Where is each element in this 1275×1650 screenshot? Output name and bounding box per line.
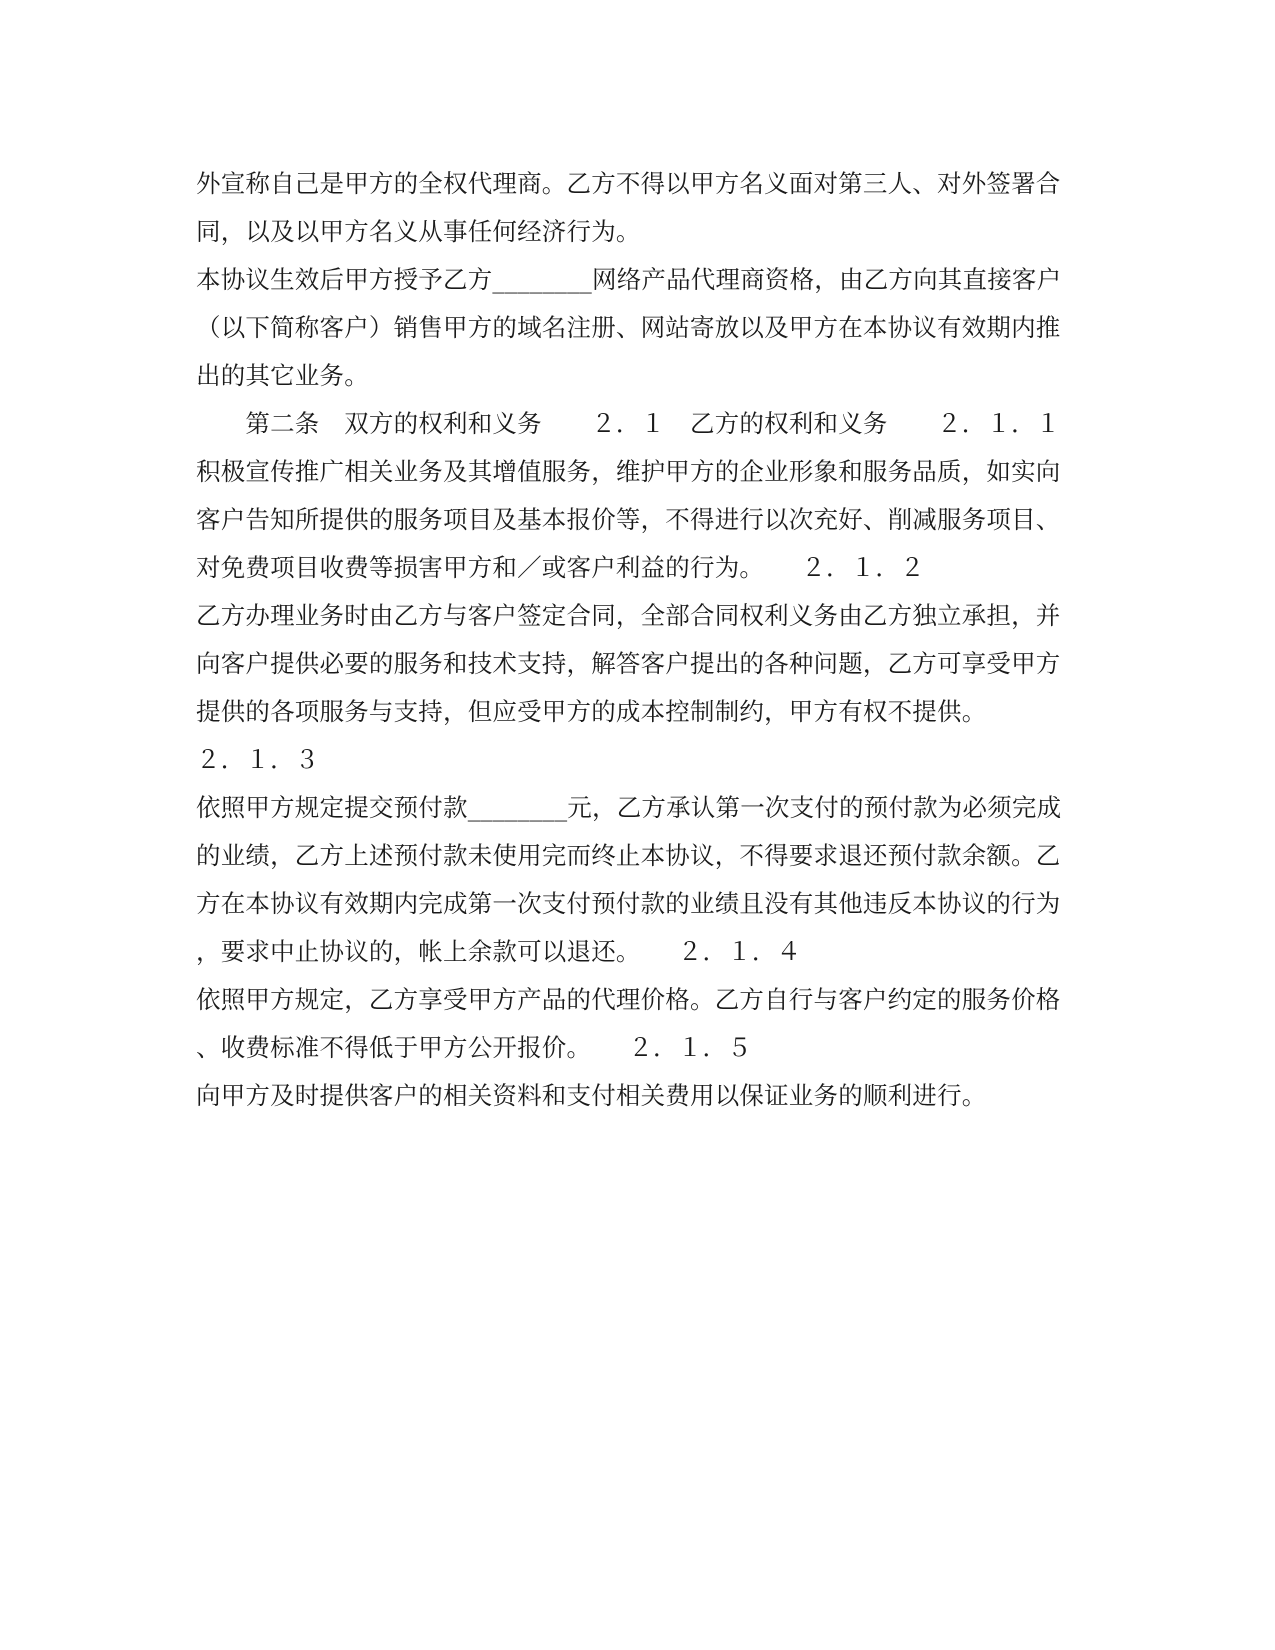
text-line: 向客户提供必要的服务和技术支持，解答客户提出的各种问题，乙方可享受甲方 bbox=[196, 649, 1061, 678]
text-line: 方在本协议有效期内完成第一次支付预付款的业绩且没有其他违反本协议的行为 bbox=[196, 889, 1061, 918]
text-line: ，要求中止协议的，帐上余款可以退还。 ２．１．４ bbox=[196, 937, 802, 966]
text-line: 客户告知所提供的服务项目及基本报价等，不得进行以次充好、削减服务项目、 bbox=[196, 505, 1061, 534]
text-line: 乙方办理业务时由乙方与客户签定合同，全部合同权利义务由乙方独立承担，并 bbox=[196, 601, 1061, 630]
text-line: 提供的各项服务与支持，但应受甲方的成本控制制约，甲方有权不提供。 bbox=[196, 697, 987, 726]
text-line: 的业绩，乙方上述预付款未使用完而终止本协议，不得要求退还预付款余额。乙 bbox=[196, 841, 1061, 870]
text-line: 对免费项目收费等损害甲方和／或客户利益的行为。 ２．１．２ bbox=[196, 553, 925, 582]
text-line: ２．１．３ bbox=[196, 745, 320, 774]
text-line: 出的其它业务。 bbox=[196, 361, 369, 390]
text-line: 向甲方及时提供客户的相关资料和支付相关费用以保证业务的顺利进行。 bbox=[196, 1081, 987, 1110]
text-line: 本协议生效后甲方授予乙方________网络产品代理商资格，由乙方向其直接客户 bbox=[196, 265, 1062, 294]
document-body bbox=[196, 160, 1096, 1120]
text-line: 同，以及以甲方名义从事任何经济行为。 bbox=[196, 217, 641, 246]
text-line: 、收费标准不得低于甲方公开报价。 ２．１．５ bbox=[196, 1033, 752, 1062]
text-line: 第二条 双方的权利和义务 ２．１ 乙方的权利和义务 ２．１．１ bbox=[196, 409, 1061, 438]
text-line: 外宣称自己是甲方的全权代理商。乙方不得以甲方名义面对第三人、对外签署合 bbox=[196, 169, 1061, 198]
text-line: （以下简称客户）销售甲方的域名注册、网站寄放以及甲方在本协议有效期内推 bbox=[196, 313, 1061, 342]
text-line: 依照甲方规定提交预付款________元，乙方承认第一次支付的预付款为必须完成 bbox=[196, 793, 1062, 822]
text-line: 积极宣传推广相关业务及其增值服务，维护甲方的企业形象和服务品质，如实向 bbox=[196, 457, 1061, 486]
text-line: 依照甲方规定，乙方享受甲方产品的代理价格。乙方自行与客户约定的服务价格 bbox=[196, 985, 1061, 1014]
